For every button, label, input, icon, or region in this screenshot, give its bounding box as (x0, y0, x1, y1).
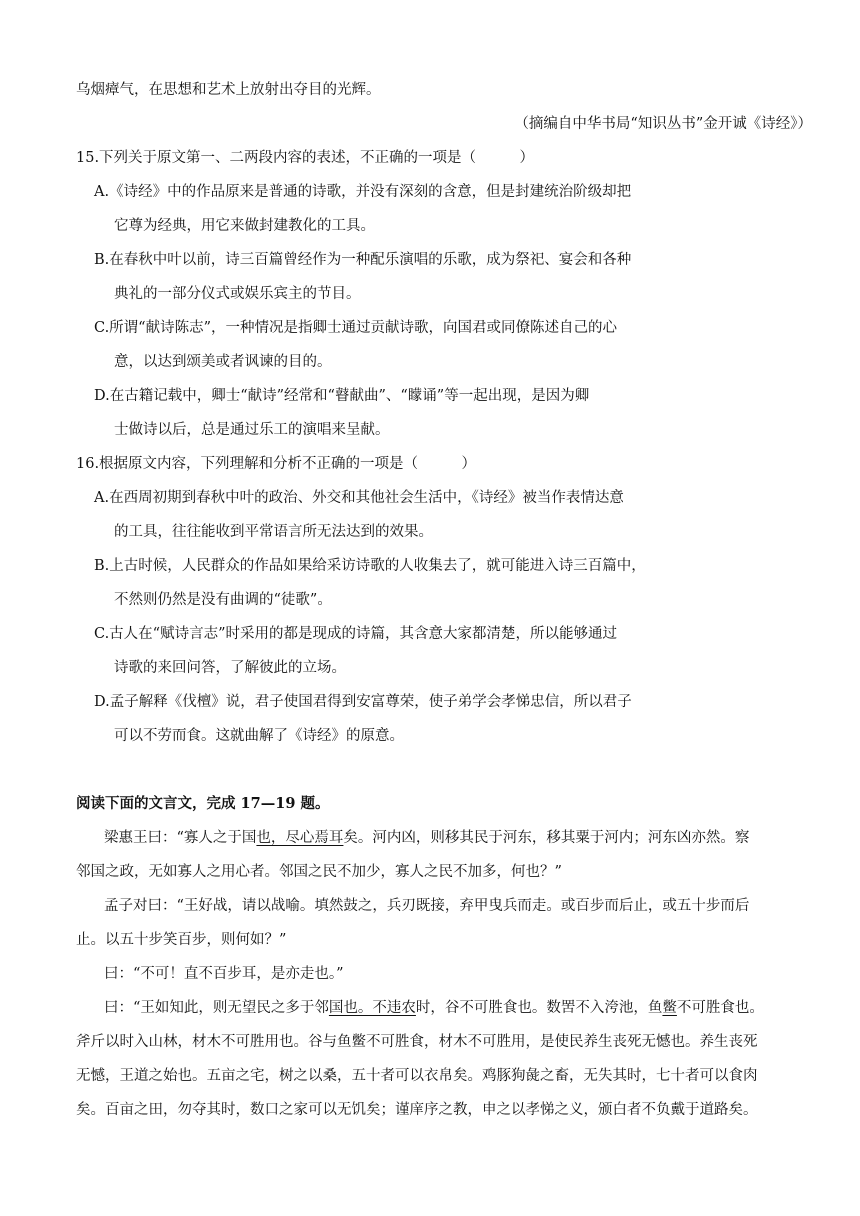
paragraph-4-line-2: 斧斤以时入山林，材木不可胜用也。谷与鱼鳖不可胜食，材木不可胜用，是使民养生丧死无憾也。养生丧死 (76, 1034, 758, 1050)
q16-option-a-cont: 的工具，往往能收到平常语言所无法达到的效果。 (114, 524, 433, 540)
text-run: 梁惠王曰：“寡人之于国 (104, 830, 257, 846)
paragraph-1-line-1 (104, 828, 749, 848)
q15-option-c-cont: 意，以达到颂美或者讽谏的目的。 (114, 354, 332, 370)
q15-option-c: C.所谓“献诗陈志”，一种情况是指卿士通过贡献诗歌，向国君或同僚陈述自己的心 (94, 320, 618, 336)
q16-option-d-cont: 可以不劳而食。这就曲解了《诗经》的原意。 (114, 728, 404, 744)
q15-option-a: A.《诗经》中的作品原来是普通的诗歌，并没有深刻的含意，但是封建统治阶级却把 (94, 184, 632, 200)
passage-closing-line: 乌烟瘴气，在思想和艺术上放射出夺目的光辉。 (76, 82, 381, 98)
text-run: 不可胜食也。 (676, 1000, 764, 1016)
underlined-phrase: 也，尽心焉耳 (256, 830, 344, 846)
passage-source: （摘编自中华书局“知识丛书”金开诚《诗经》） (514, 116, 812, 132)
q16-option-a: A.在西周初期到春秋中叶的政治、外交和其他社会生活中，《诗经》被当作表情达意 (94, 490, 624, 506)
text-run: 矣。河内凶，则移其民于河东，移其粟于河内；河东凶亦然。察 (343, 830, 750, 846)
q15-option-b-cont: 典礼的一部分仪式或娱乐宾主的节目。 (114, 286, 361, 302)
underlined-phrase: 国也。不违农 (328, 1000, 416, 1016)
paragraph-4-line-1 (104, 998, 764, 1018)
paragraph-2-line-1: 孟子对曰：“王好战，请以战喻。填然鼓之，兵刃既接，弃甲曳兵而走。或百步而后止，或五十步而后 (104, 898, 750, 914)
text-run: 时，谷不可胜食也。数罟不入洿池，鱼 (415, 1000, 663, 1016)
paragraph-4-line-4: 矣。百亩之田，勿夺其时，数口之家可以无饥矣；谨庠序之教，申之以孝悌之义，颁白者不负戴于道路矣。 (76, 1102, 758, 1118)
q16-option-c-cont: 诗歌的来回问答，了解彼此的立场。 (114, 660, 346, 676)
q16-option-b: B.上古时候，人民群众的作品如果给采访诗歌的人收集去了，就可能进入诗三百篇中， (94, 558, 646, 574)
paragraph-1-line-2: 邻国之政，无如寡人之用心者。邻国之民不加少，寡人之民不加多，何也？” (76, 864, 562, 880)
q15-option-d: D.在古籍记载中，卿士“献诗”经常和“瞽献曲”、“矇诵”等一起出现，是因为卿 (94, 388, 590, 404)
q16-option-b-cont: 不然则仍然是没有曲调的“徒歌”。 (114, 592, 332, 608)
question-15-stem: 15.下列关于原文第一、二两段内容的表述，不正确的一项是（ ） (76, 150, 535, 166)
q15-option-d-cont: 士做诗以后，总是通过乐工的演唱来呈献。 (114, 422, 390, 438)
q16-option-c: C.古人在“赋诗言志”时采用的都是现成的诗篇，其含意大家都清楚，所以能够通过 (94, 626, 618, 642)
q15-option-b: B.在春秋中叶以前，诗三百篇曾经作为一种配乐演唱的乐歌，成为祭祀、宴会和各种 (94, 252, 632, 268)
question-16-stem: 16.根据原文内容，下列理解和分析不正确的一项是（ ） (76, 456, 477, 472)
q16-option-d: D.孟子解释《伐檀》说，君子使国君得到安富尊荣，使子弟学会孝悌忠信，所以君子 (94, 694, 632, 710)
underlined-character: 鳖 (662, 1000, 677, 1016)
paragraph-3: 曰：“不可！直不百步耳，是亦走也。” (104, 966, 344, 982)
paragraph-4-line-3: 无憾，王道之始也。五亩之宅，树之以桑，五十者可以衣帛矣。鸡豚狗彘之畜，无失其时，七十者可以食肉 (76, 1068, 758, 1084)
text-run: 曰：“王如知此，则无望民之多于邻 (104, 1000, 329, 1016)
paragraph-2-line-2: 止。以五十步笑百步，则何如？” (76, 932, 287, 948)
section-heading: 阅读下面的文言文，完成 17—19 题。 (76, 795, 330, 812)
q15-option-a-cont: 它尊为经典，用它来做封建教化的工具。 (114, 218, 375, 234)
